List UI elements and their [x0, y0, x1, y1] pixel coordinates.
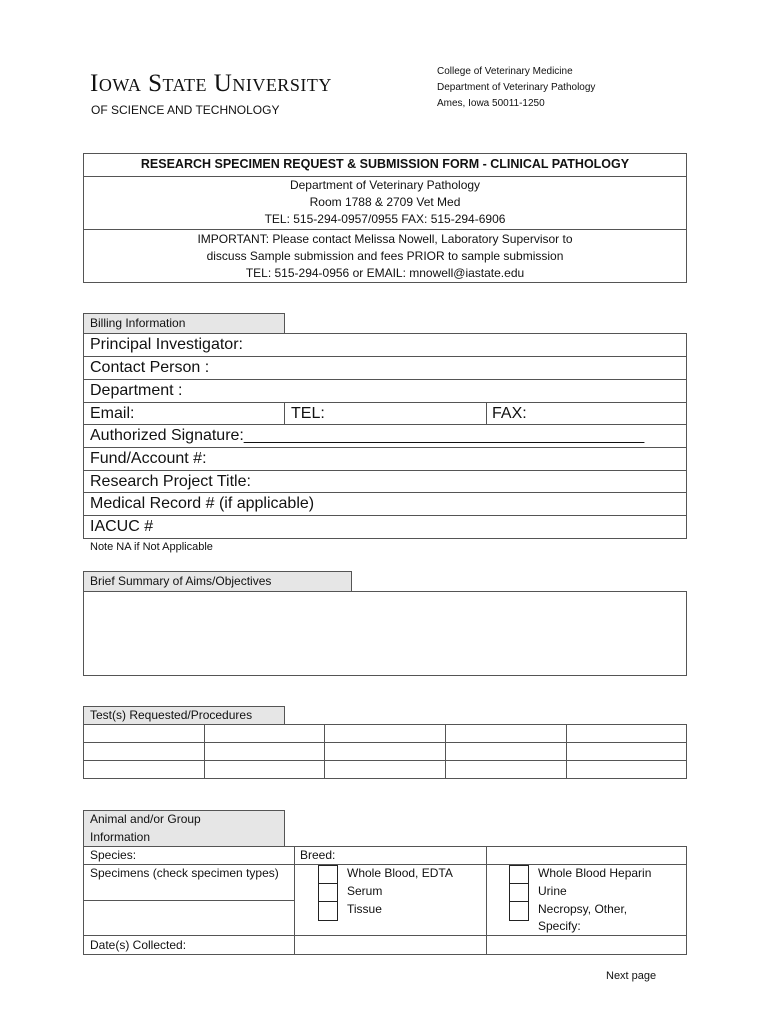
- dept-line-1: Department of Veterinary Pathology: [289, 178, 481, 192]
- whole-blood-edta-checkbox[interactable]: [318, 865, 338, 885]
- col-divider: [486, 402, 487, 424]
- tel-field[interactable]: TEL:: [291, 405, 325, 422]
- fax-field[interactable]: FAX:: [492, 405, 527, 422]
- tests-table[interactable]: [83, 724, 687, 779]
- row-divider: [83, 492, 687, 493]
- animal-header-label-line-2: Information: [90, 830, 151, 844]
- col-divider: [204, 724, 205, 779]
- dept-line-3: TEL: 515-294-0957/0955 FAX: 515-294-6906: [264, 212, 506, 226]
- row-divider: [83, 935, 687, 936]
- necropsy-other-label-line-2: Specify:: [538, 919, 581, 933]
- tests-header-label: Test(s) Requested/Procedures: [90, 708, 253, 722]
- college-address-line-1: College of Veterinary Medicine: [437, 66, 573, 77]
- summary-textarea[interactable]: [83, 591, 687, 676]
- row-divider: [83, 742, 687, 743]
- serum-label: Serum: [347, 884, 383, 898]
- department-field[interactable]: Department :: [90, 382, 183, 399]
- row-divider: [83, 424, 687, 425]
- serum-checkbox[interactable]: [318, 883, 338, 903]
- divider: [83, 229, 687, 230]
- tissue-checkbox[interactable]: [318, 901, 338, 921]
- row-divider: [83, 760, 687, 761]
- divider: [83, 176, 687, 177]
- row-divider: [83, 864, 687, 865]
- research-project-title-field[interactable]: Research Project Title:: [90, 473, 251, 490]
- species-field[interactable]: Species:: [90, 848, 137, 862]
- row-divider: [83, 515, 687, 516]
- summary-header-label: Brief Summary of Aims/Objectives: [90, 574, 272, 588]
- col-divider: [445, 724, 446, 779]
- whole-blood-heparin-label: Whole Blood Heparin: [538, 866, 652, 880]
- col-divider: [324, 724, 325, 779]
- whole-blood-edta-label: Whole Blood, EDTA: [347, 866, 453, 880]
- row-divider: [83, 402, 687, 403]
- row-divider: [83, 379, 687, 380]
- university-logo: Iowa State University: [90, 70, 332, 97]
- university-tagline: OF SCIENCE AND TECHNOLOGY: [91, 103, 280, 117]
- whole-blood-heparin-checkbox[interactable]: [509, 865, 529, 885]
- necropsy-other-checkbox[interactable]: [509, 901, 529, 921]
- college-address-line-3: Ames, Iowa 50011-1250: [437, 98, 545, 109]
- important-line-2: discuss Sample submission and fees PRIOR to sample submission: [206, 249, 564, 263]
- urine-label: Urine: [538, 884, 567, 898]
- iacuc-field[interactable]: IACUC #: [90, 518, 154, 535]
- fund-account-field[interactable]: Fund/Account #:: [90, 450, 207, 467]
- email-field[interactable]: Email:: [90, 405, 135, 422]
- specimens-label: Specimens (check specimen types): [90, 866, 279, 880]
- next-page-label: Next page: [606, 970, 657, 982]
- medical-record-field[interactable]: Medical Record # (if applicable): [90, 495, 315, 512]
- dates-collected-field[interactable]: Date(s) Collected:: [90, 938, 187, 952]
- authorized-signature-field[interactable]: Authorized Signature:_____________________________________________: [90, 427, 645, 444]
- breed-field[interactable]: Breed:: [300, 848, 336, 862]
- row-divider: [83, 900, 295, 901]
- row-divider: [83, 447, 687, 448]
- billing-header-label: Billing Information: [90, 316, 186, 330]
- col-divider: [486, 846, 487, 955]
- col-divider: [294, 846, 295, 955]
- dept-line-2: Room 1788 & 2709 Vet Med: [309, 195, 461, 209]
- form-title: RESEARCH SPECIMEN REQUEST & SUBMISSION FORM - CLINICAL PATHOLOGY: [140, 157, 630, 171]
- row-divider: [83, 356, 687, 357]
- urine-checkbox[interactable]: [509, 883, 529, 903]
- row-divider: [83, 470, 687, 471]
- important-line-3: TEL: 515-294-0956 or EMAIL: mnowell@iastate.edu: [245, 266, 525, 280]
- tissue-label: Tissue: [347, 902, 382, 916]
- principal-investigator-field[interactable]: Principal Investigator:: [90, 336, 243, 353]
- important-line-1: IMPORTANT: Please contact Melissa Nowell, Laboratory Supervisor to: [197, 232, 573, 246]
- college-address-line-2: Department of Veterinary Pathology: [437, 82, 596, 93]
- necropsy-other-label-line-1: Necropsy, Other,: [538, 902, 628, 916]
- col-divider: [566, 724, 567, 779]
- animal-header-label-line-1: Animal and/or Group: [90, 812, 201, 826]
- contact-person-field[interactable]: Contact Person :: [90, 359, 210, 376]
- na-note: Note NA if Not Applicable: [90, 541, 213, 553]
- col-divider: [284, 402, 285, 424]
